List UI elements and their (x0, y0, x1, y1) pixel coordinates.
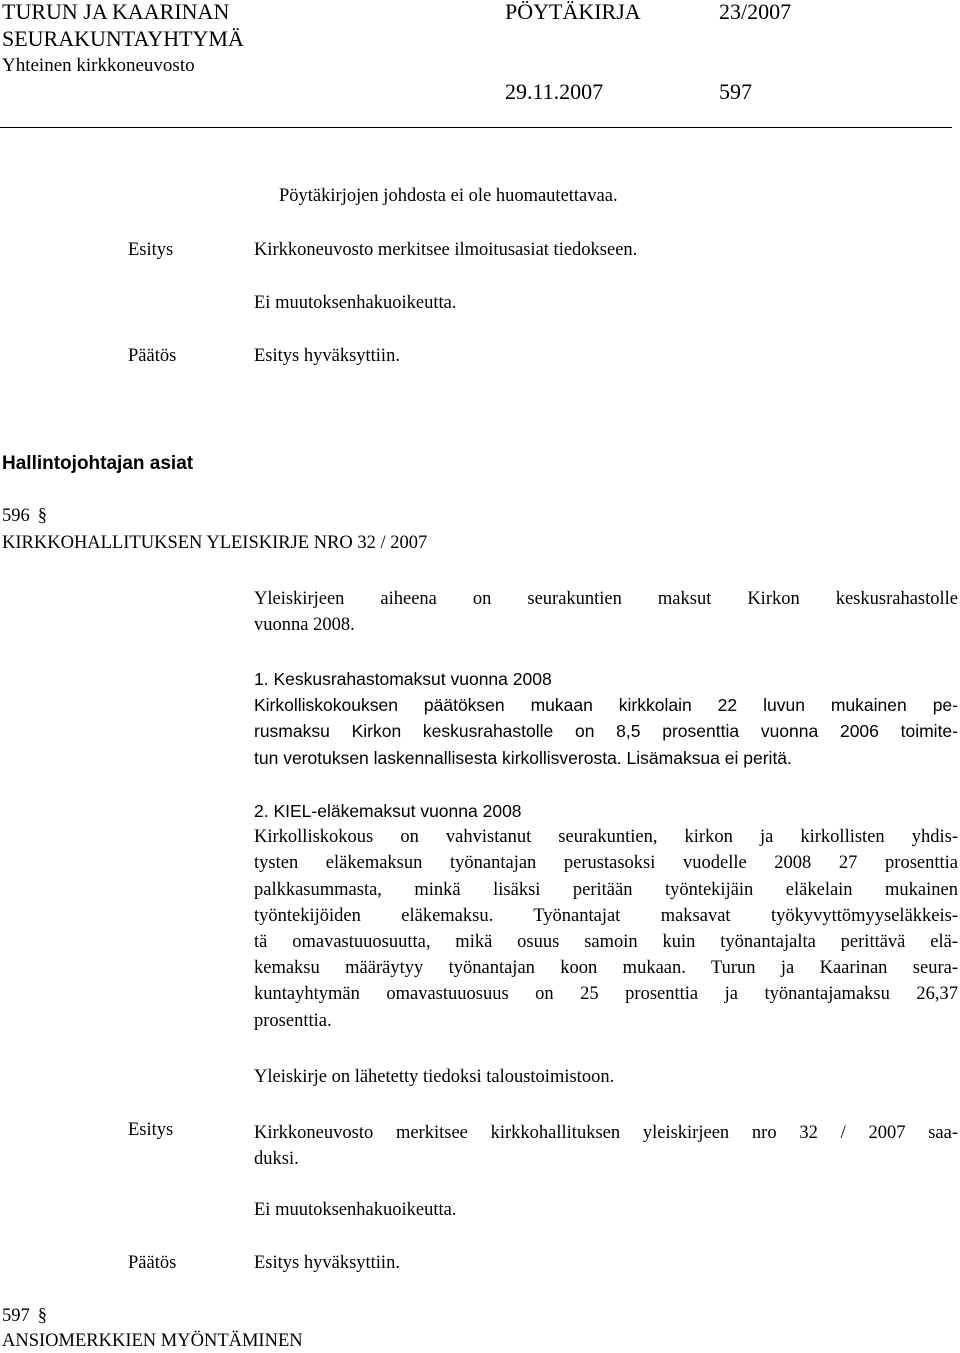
section-sign: § (37, 1306, 47, 1326)
page-number: 597 (719, 79, 752, 104)
section-intro (254, 586, 958, 638)
section-title: KIRKKOHALLITUKSEN YLEISKIRJE NRO 32 / 2007 (2, 533, 428, 553)
section-title: ANSIOMERKKIEN MYÖNTÄMINEN (2, 1331, 303, 1351)
item-1-title: 1. Keskusrahastomaksut vuonna 2008 (254, 669, 552, 689)
appeal-note: Ei muutoksenhakuoikeutta. (254, 293, 457, 313)
doc-date: 29.11.2007 (505, 79, 604, 104)
category-heading: Hallintojohtajan asiat (2, 453, 194, 474)
proposal-line: Kirkkoneuvosto merkitsee kirkkohallituksen yleiskirjeen nro 32 / 2007 saa- (254, 1123, 958, 1143)
decision-text: Esitys hyväksyttiin. (254, 1253, 400, 1273)
item-2-line: palkkasummasta, minkä lisäksi peritään työntekijäin eläkelain mukainen (254, 879, 958, 900)
proposal-label: Esitys (128, 1120, 174, 1140)
section-number (2, 506, 47, 527)
appeal-note: Ei muutoksenhakuoikeutta. (254, 1200, 457, 1220)
header-rule (0, 127, 952, 128)
item-1-line: Kirkolliskokouksen päätöksen mukaan kirkkolain 22 luvun mukainen pe- (254, 695, 958, 716)
item-2-line: kuntayhtymän omavastuuosuus on 25 prosenttia ja työnantajamaksu 26,37 (254, 984, 958, 1005)
intro-line: Yleiskirjeen aiheena on seurakuntien maksut Kirkon keskusrahastolle (254, 589, 958, 609)
item-2-line: tä omavastuuosuutta, mikä osuus samoin kuin työnantajalta perittävä elä- (254, 931, 958, 952)
org-name-line2: SEURAKUNTAYHTYMÄ (2, 26, 244, 51)
decision-label: Päätös (128, 346, 177, 366)
proposal-text (254, 1120, 958, 1172)
section-number-value: 597 (2, 1306, 30, 1326)
section-sign: § (37, 506, 47, 526)
doc-type: PÖYTÄKIRJA (505, 0, 641, 24)
item-1-line: tun verotuksen laskennallisesta kirkollisverosta. Lisämaksua ei peritä. (254, 747, 792, 768)
item-1 (254, 666, 958, 771)
item-2-line: kemaksu määräytyy työnantajan koon mukaan. Turun ja Kaarinan seura- (254, 958, 958, 979)
proposal-label: Esitys (128, 240, 174, 260)
item-2-line: tysten eläkemaksun työnantajan perustasoksi vuodelle 2008 27 prosenttia (254, 853, 958, 874)
intro-line: vuonna 2008. (254, 615, 355, 636)
doc-number: 23/2007 (719, 0, 792, 24)
item-2-line: Kirkolliskokous on vahvistanut seurakuntien, kirkon ja kirkollisten yhdis- (254, 827, 958, 848)
item-2-line: prosenttia. (254, 1010, 332, 1031)
item-2-title: 2. KIEL-eläkemaksut vuonna 2008 (254, 801, 522, 821)
item-2 (254, 798, 958, 1034)
org-name-line3: Yhteinen kirkkoneuvosto (2, 55, 195, 76)
item-2-line: työntekijöiden eläkemaksu. Työnantajat maksavat työkyvyttömyyseläkkeis- (254, 905, 958, 926)
decision-text: Esitys hyväksyttiin. (254, 346, 400, 366)
proposal-line: duksi. (254, 1149, 299, 1170)
section-number-value: 596 (2, 506, 30, 526)
sent-note: Yleiskirje on lähetetty tiedoksi taloustoimistoon. (254, 1067, 615, 1087)
item-1-line: rusmaksu Kirkon keskusrahastolle on 8,5 prosenttia vuonna 2006 toimite- (254, 721, 958, 742)
org-name-line1: TURUN JA KAARINAN (2, 0, 230, 24)
proposal-text: Kirkkoneuvosto merkitsee ilmoitusasiat tiedokseen. (254, 240, 638, 260)
section-number (2, 1306, 47, 1327)
decision-label: Päätös (128, 1253, 177, 1273)
prev-note: Pöytäkirjojen johdosta ei ole huomautettavaa. (279, 186, 618, 206)
